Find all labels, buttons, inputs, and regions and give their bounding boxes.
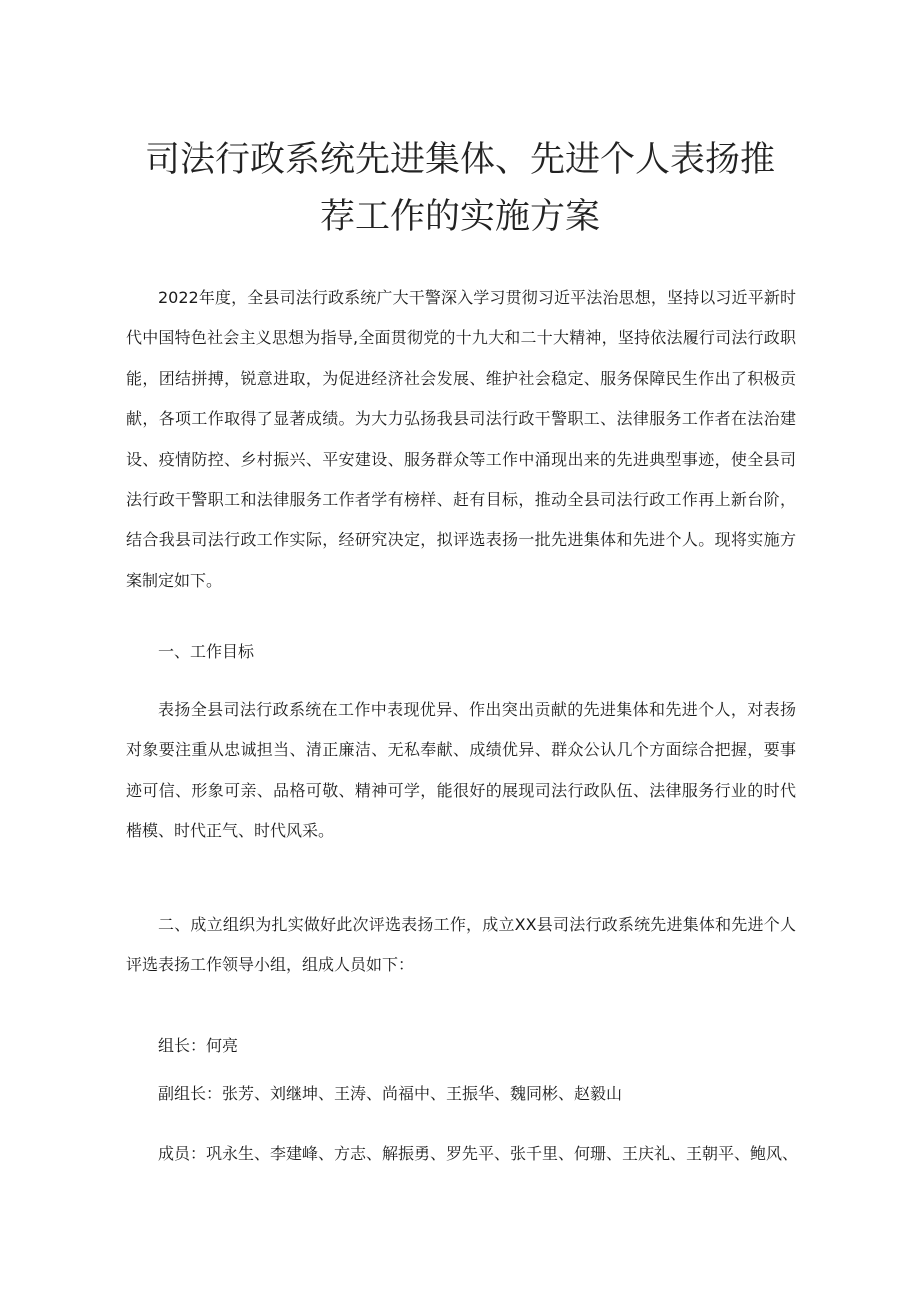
team-leader: 组长：何亮 [158,1036,239,1055]
section-1-body: 表扬全县司法行政系统在工作中表现优异、作出突出贡献的先进集体和先进个人，对表扬对象要注重从忠诚担当、清正廉洁、无私奉献、成绩优异、群众公认几个方面综合把握，要事迹可信、形象可亲、品格可敬、精神可学，能很好的展现司法行政队伍、法律服务行业的时代楷模、时代正气、时代风采。 [126,700,796,841]
document-title-line-2: 荐工作的实施方案 [319,197,600,237]
document-title-line-1: 司法行政系统先进集体、先进个人表扬推 [144,140,775,180]
intro-paragraph: 2022年度，全县司法行政系统广大干警深入学习贯彻习近平法治思想，坚持以习近平新时代中国特色社会主义思想为指导,全面贯彻党的十九大和二十大精神，坚持依法履行司法行政职能，团结拼搏，锐意进取，为促进经济社会发展、维护社会稳定、服务保障民生作出了积极贡献，各项工作取得了显著成绩。为大力弘扬我县司法行政干警职工、法律服务工作者在法治建设、疫情防控、乡村振兴、平安建设、服务群众等工作中涌现出来的先进典型事迹，使全县司法行政干警职工和法律服务工作者学有榜样、赶有目标，推动全县司法行政工作再上新台阶，结合我县司法行政工作实际，经研究决定，拟评选表扬一批先进集体和先进个人。现将实施方案制定如下。 [126,288,796,590]
section-1-heading: 一、工作目标 [158,642,255,661]
team-members: 成员：巩永生、李建峰、方志、解振勇、罗先平、张千里、何珊、王庆礼、王朝平、鲍风、 [158,1144,799,1163]
team-deputy-leaders: 副组长：张芳、刘继坤、王涛、尚福中、王振华、魏同彬、赵毅山 [158,1084,623,1103]
section-2-body: 二、成立组织为扎实做好此次评选表扬工作，成立XX县司法行政系统先进集体和先进个人评选表扬工作领导小组，组成人员如下： [126,915,796,975]
